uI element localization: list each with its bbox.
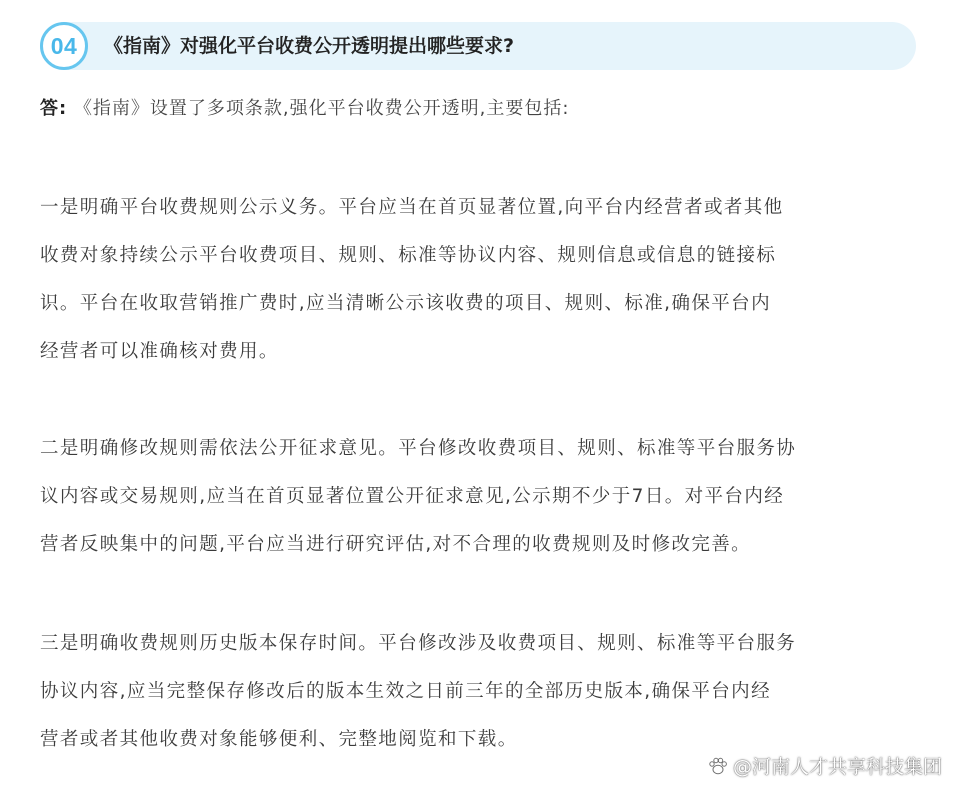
paragraph-1 (40, 184, 920, 376)
answer-intro (40, 93, 569, 125)
watermark-text: @河南人才共享科技集团 (732, 756, 942, 778)
paragraph-line: 经营者可以准确核对费用。 (40, 341, 279, 362)
paragraph-2 (40, 425, 920, 569)
paragraph-line: 识。平台在收取营销推广费时,应当清晰公示该收费的项目、规则、标准,确保平台内 (40, 293, 771, 314)
question-title: 《指南》对强化平台收费公开透明提出哪些要求? (104, 35, 515, 57)
question-number-badge: 04 (40, 22, 88, 70)
paragraph-line: 收费对象持续公示平台收费项目、规则、标准等协议内容、规则信息或信息的链接标 (40, 245, 777, 266)
paragraph-line: 营者或者其他收费对象能够便利、完整地阅览和下载。 (40, 729, 518, 750)
paragraph-line: 三是明确收费规则历史版本保存时间。平台修改涉及收费项目、规则、标准等平台服务 (40, 633, 797, 654)
paragraph-line: 二是明确修改规则需依法公开征求意见。平台修改收费项目、规则、标准等平台服务协 (40, 438, 797, 459)
answer-label: 答: (40, 98, 68, 119)
paragraph-line: 营者反映集中的问题,平台应当进行研究评估,对不合理的收费规则及时修改完善。 (40, 534, 752, 555)
paragraph-3 (40, 620, 920, 764)
watermark (707, 752, 942, 779)
paw-logo-icon (707, 755, 729, 777)
answer-text: 《指南》设置了多项条款,强化平台收费公开透明,主要包括: (73, 98, 570, 119)
paragraph-line: 一是明确平台收费规则公示义务。平台应当在首页显著位置,向平台内经营者或者其他 (40, 197, 784, 218)
paragraph-line: 议内容或交易规则,应当在首页显著位置公开征求意见,公示期不少于7日。对平台内经 (40, 486, 785, 507)
paragraph-line: 协议内容,应当完整保存修改后的版本生效之日前三年的全部历史版本,确保平台内经 (40, 681, 771, 702)
